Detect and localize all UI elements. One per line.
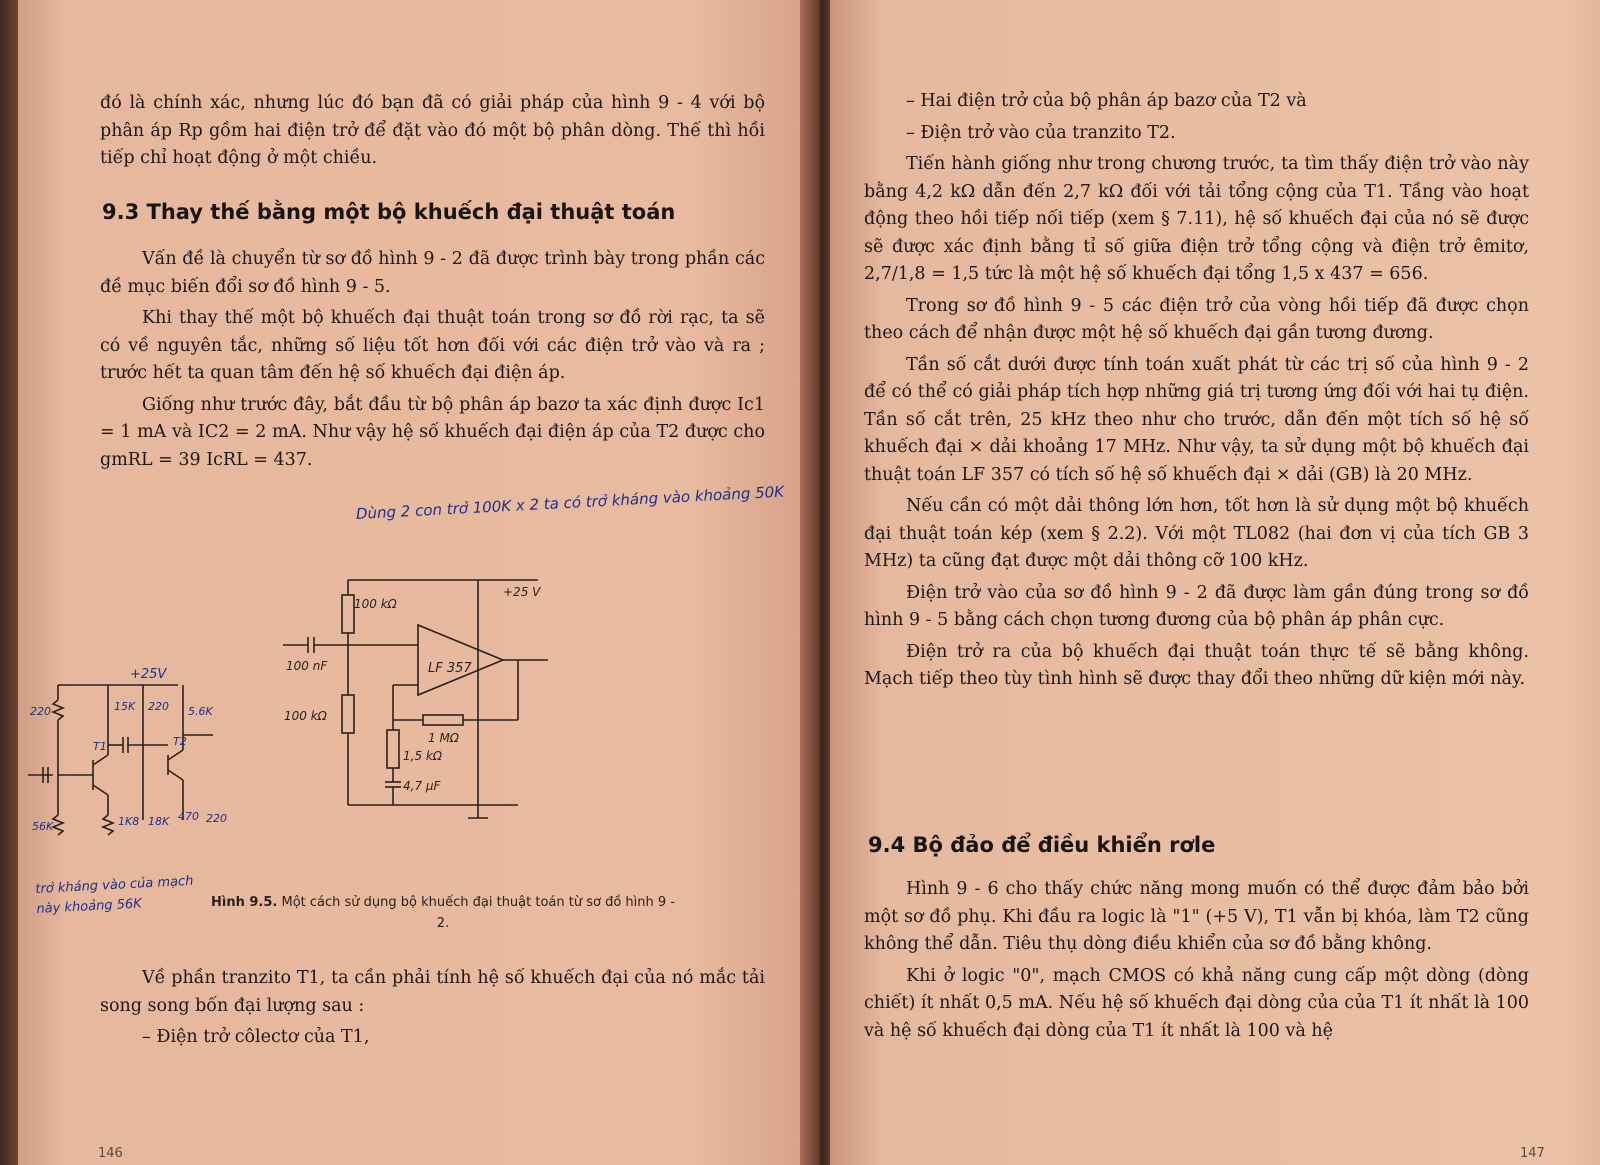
- handwritten-resistor-label: 220: [30, 705, 51, 718]
- list-item: – Điện trở côlectơ của T1,: [142, 1027, 370, 1047]
- paragraph: Vấn đề là chuyển từ sơ đồ hình 9 - 2 đã được trình bày trong phần các đề mục biến đổi sơ đồ hình 9 - 5.: [100, 249, 765, 297]
- paragraph: Khi ở logic "0", mạch CMOS có khả năng cung cấp một dòng (dòng chiết) ít nhất 0,5 mA. Nếu hệ số khuếch đại dòng của của T1 ít nhất là 100 và hệ số khuếch đại dòng của T1 ít nhất là 100 và hệ: [864, 965, 1529, 1041]
- section-title-9-3: 9.3 Thay thế bằng một bộ khuếch đại thuật toán: [102, 200, 676, 224]
- list-item: – Điện trở vào của tranzito T2.: [906, 122, 1176, 143]
- resistor-label: 1,5 kΩ: [403, 749, 443, 763]
- figure-9-5-schematic: [18, 560, 758, 860]
- paragraph: Hình 9 - 6 cho thấy chức năng mong muốn có thể được đảm bảo bởi một sơ đồ phụ. Khi đầu ra logic là "1" (+5 V), T1 vẫn bị khóa, làm T2 cũng không thể dẫn. Tiêu thụ dòng điều khiển của sơ đồ bằng không.: [864, 879, 1529, 954]
- handwritten-resistor-label: 1K8: [118, 815, 140, 828]
- handwritten-resistor-label: 18K: [148, 815, 170, 828]
- capacitor-label: 100 nF: [286, 659, 328, 673]
- figure-caption: [208, 892, 678, 934]
- handwritten-note: trở kháng vào của mạch này khoảng 56K: [35, 873, 194, 917]
- paragraph: Điện trở ra của bộ khuếch đại thuật toán thực tế sẽ bằng không. Mạch tiếp theo tùy tình hình sẽ được thay đổi theo những dữ kiện mới này.: [864, 641, 1529, 689]
- supply-label: +25 V: [503, 585, 541, 599]
- opamp-label: LF 357: [428, 661, 472, 676]
- paragraph: Điện trở vào của sơ đồ hình 9 - 2 đã được làm gần đúng trong sơ đồ hình 9 - 5 bằng cách chọn tương đương của bộ phân áp phân cực.: [864, 582, 1529, 630]
- book-edge: [0, 0, 18, 1165]
- resistor-label: 1 MΩ: [428, 731, 459, 745]
- paragraph: Về phần tranzito T1, ta cần phải tính hệ số khuếch đại của nó mắc tải song song bốn đại lượng sau :: [100, 968, 765, 1016]
- left-body-end: [100, 965, 765, 1052]
- figure-caption-text: Một cách sử dụng bộ khuếch đại thuật toán từ sơ đồ hình 9 - 2.: [281, 895, 675, 931]
- handwritten-supply-label: +25V: [130, 667, 167, 682]
- paragraph: Khi thay thế một bộ khuếch đại thuật toán trong sơ đồ rời rạc, ta sẽ có về nguyên tắc, những số liệu tốt hơn đối với các điện trở vào và ra ; trước hết ta quan tâm đến hệ số khuếch đại điện áp.: [100, 308, 765, 383]
- page-number: 147: [1520, 1146, 1545, 1161]
- right-body: [864, 88, 1529, 694]
- figure-caption-label: Hình 9.5.: [211, 895, 278, 910]
- paragraph: Nếu cần có một dải thông lớn hơn, tốt hơn là sử dụng một bộ khuếch đại thuật toán kép (xem § 2.2). Với một TL082 (hai đơn vị của tích GB 3 MHz) ta cũng đạt được một dải thông cỡ 100 kHz.: [864, 496, 1529, 571]
- handwritten-resistor-label: 5.6K: [188, 705, 213, 718]
- capacitor-label: 4,7 µF: [403, 779, 441, 793]
- list-item: – Hai điện trở của bộ phân áp bazơ của T2 và: [906, 91, 1307, 111]
- paragraph: Tần số cắt dưới được tính toán xuất phát từ các trị số của hình 9 - 2 để có thể có giải pháp tích hợp những giá trị tương ứng đối với hai tụ điện. Tần số cắt trên, 25 kHz theo như cho trước, dẫn đến một tích số hệ số khuếch đại × dải khoảng 17 MHz. Như vậy, ta sử dụng một bộ khuếch đại thuật toán LF 357 có tích số hệ số khuếch đại × dải (GB) là 20 MHz.: [864, 354, 1529, 485]
- paragraph: Trong sơ đồ hình 9 - 5 các điện trở của vòng hồi tiếp đã được chọn theo cách để nhận được một hệ số khuếch đại gần tương đương.: [864, 295, 1529, 343]
- left-body: [100, 246, 765, 474]
- resistor-label: 100 kΩ: [354, 597, 397, 611]
- right-page: [830, 0, 1600, 1165]
- left-intro-paragraph: đó là chính xác, nhưng lúc đó bạn đã có giải pháp của hình 9 - 4 với bộ phân áp Rp gồm hai điện trở để đặt vào đó một bộ phân dòng. Thế thì hồi tiếp chỉ hoạt động ở một chiều.: [100, 93, 765, 168]
- resistor-label: 100 kΩ: [284, 709, 327, 723]
- paragraph: Tiến hành giống như trong chương trước, ta tìm thấy điện trở vào này bằng 4,2 kΩ dẫn đến 2,7 kΩ đối với tải tổng cộng của T1. Tầng vào hoạt động theo hồi tiếp nối tiếp (xem § 7.11), hệ số khuếch đại của nó sẽ được sẽ được xác định bằng tỉ số giữa điện trở tổng cộng và điện trở êmitơ, 2,7/1,8 = 1,5 tức là một hệ số khuếch đại tổng 1,5 x 437 = 656.: [864, 154, 1529, 284]
- handwritten-resistor-label: 220: [148, 700, 169, 713]
- handwritten-resistor-label: 470: [178, 810, 199, 823]
- left-page: [18, 0, 808, 1165]
- handwritten-resistor-label: 15K: [114, 700, 136, 713]
- handwritten-resistor-label: 56K: [32, 820, 54, 833]
- paragraph: Giống như trước đây, bắt đầu từ bộ phân áp bazơ ta xác định được Ic1 = 1 mA và IC2 = 2 mA. Như vậy hệ số khuếch đại điện áp của T2 được cho gmRL = 39 IcRL = 437.: [100, 394, 765, 470]
- section-title-9-4: 9.4 Bộ đảo để điều khiển rơle: [868, 833, 1216, 857]
- handwritten-note: Dùng 2 con trở 100K x 2 ta có trở kháng vào khoảng 50K: [355, 482, 785, 523]
- handwritten-transistor-label: T2: [173, 735, 187, 748]
- handwritten-capacitor-label: 220: [206, 812, 227, 825]
- right-body-end: [864, 876, 1529, 1045]
- handwritten-transistor-label: T1: [93, 740, 107, 753]
- page-number: 146: [98, 1146, 123, 1161]
